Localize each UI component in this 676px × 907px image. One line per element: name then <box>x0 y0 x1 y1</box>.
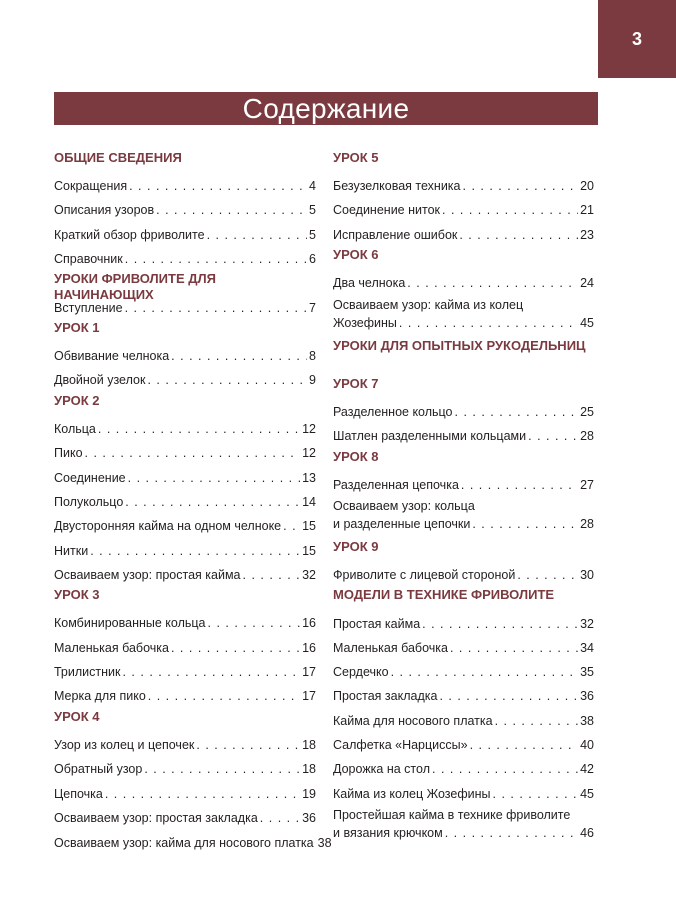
toc-entry <box>54 636 316 660</box>
toc-page-number: 27 <box>580 478 594 492</box>
toc-entry-title: Жозефины <box>333 316 397 330</box>
toc-entry <box>54 223 316 247</box>
toc-page-number: 34 <box>580 641 594 655</box>
toc-entry <box>54 441 316 465</box>
toc-entry-title: Обратный узор <box>54 762 143 776</box>
toc-leader-dots <box>439 684 578 708</box>
toc-leader-dots <box>391 660 579 684</box>
toc-entry <box>333 400 594 424</box>
toc-entry-title: Простая закладка <box>333 689 438 703</box>
toc-leader-dots <box>461 473 578 497</box>
toc-entry <box>54 831 332 855</box>
toc-entry-row <box>54 636 316 660</box>
toc-entry-row <box>54 247 316 271</box>
toc-page-number: 42 <box>580 762 594 776</box>
toc-page-number: 4 <box>309 179 316 193</box>
toc-entry-row <box>54 782 316 806</box>
toc-entry-row <box>333 223 594 247</box>
toc-leader-dots <box>455 400 579 424</box>
toc-entry-row <box>54 660 316 684</box>
toc-page-number: 38 <box>317 836 332 850</box>
page-number-tab <box>598 0 676 78</box>
toc-entry-row <box>54 466 316 490</box>
toc-leader-dots <box>207 223 307 247</box>
toc-page-number: 45 <box>580 316 594 330</box>
toc-entry-title: Простая кайма <box>333 617 421 631</box>
toc-entry <box>333 198 594 222</box>
toc-entry <box>54 733 316 757</box>
toc-entry <box>333 733 594 757</box>
toc-section-heading: ОБЩИЕ СВЕДЕНИЯ <box>54 150 182 165</box>
toc-entry-title-line1: Простейшая кайма в технике фриволите <box>333 808 571 822</box>
toc-page-number: 15 <box>302 544 316 558</box>
toc-entry-title: Комбинированные кольца <box>54 616 206 630</box>
toc-entry <box>333 660 594 684</box>
toc-leader-dots <box>528 424 578 448</box>
toc-section-heading: УРОК 1 <box>54 320 100 335</box>
toc-leader-dots <box>90 539 300 563</box>
toc-leader-dots <box>463 174 579 198</box>
toc-leader-dots <box>459 223 578 247</box>
toc-entry-row <box>54 539 316 563</box>
toc-entry <box>54 368 316 392</box>
toc-entry-title: Маленькая бабочка <box>54 641 169 655</box>
toc-leader-dots <box>144 757 300 781</box>
toc-leader-dots <box>422 612 578 636</box>
toc-section-heading: МОДЕЛИ В ТЕХНИКЕ ФРИВОЛИТЕ <box>333 587 555 602</box>
toc-entry-row <box>333 660 594 684</box>
toc-entry-row <box>54 174 316 198</box>
toc-entry-title: Справочник <box>54 252 123 266</box>
toc-section-heading: УРОК 3 <box>54 587 100 602</box>
toc-page-number: 5 <box>309 203 316 217</box>
toc-entry-title: Безузелковая техника <box>333 179 461 193</box>
toc-entry-row <box>333 757 594 781</box>
toc-entry-row <box>54 296 316 320</box>
toc-entry-title: Полукольцо <box>54 495 124 509</box>
toc-entry <box>54 344 316 368</box>
toc-entry-title: Кольца <box>54 422 96 436</box>
toc-page-number: 32 <box>302 568 316 582</box>
toc-entry-title: Цепочка <box>54 787 103 801</box>
toc-entry-row <box>333 824 594 842</box>
toc-entry-title: Трилистник <box>54 665 121 679</box>
toc-leader-dots <box>243 563 301 587</box>
toc-entry-row <box>333 684 594 708</box>
toc-entry-title-line1: Осваиваем узор: кольца <box>333 499 475 513</box>
toc-entry-row <box>333 782 594 806</box>
toc-entry-row <box>333 733 594 757</box>
toc-entry-row <box>333 198 594 222</box>
toc-entry <box>333 806 594 846</box>
toc-page-number: 12 <box>302 422 316 436</box>
toc-entry-row <box>333 424 594 448</box>
toc-entry-row <box>54 733 316 757</box>
toc-leader-dots <box>105 782 300 806</box>
toc-entry-row <box>333 473 594 497</box>
toc-page-number: 38 <box>580 714 594 728</box>
toc-entry <box>333 684 594 708</box>
toc-entry-row <box>333 515 594 533</box>
toc-leader-dots <box>432 757 578 781</box>
toc-page-number: 23 <box>580 228 594 242</box>
toc-page-number: 25 <box>580 405 594 419</box>
toc-entry-title: Осваиваем узор: кайма для носового платка <box>54 836 314 850</box>
toc-page-number: 45 <box>580 787 594 801</box>
toc-entry-row <box>54 611 316 635</box>
toc-entry-title: Осваиваем узор: простая кайма <box>54 568 241 582</box>
toc-section-heading: УРОК 8 <box>333 449 379 464</box>
toc-entry <box>54 782 316 806</box>
toc-section-heading: УРОК 9 <box>333 539 379 554</box>
toc-entry-row <box>54 514 316 538</box>
toc-page-number: 13 <box>302 471 316 485</box>
toc-page-number: 16 <box>302 616 316 630</box>
toc-section-heading: УРОКИ ДЛЯ ОПЫТНЫХ РУКОДЕЛЬНИЦ <box>333 338 586 353</box>
toc-entry-title: Кайма для носового платка <box>333 714 493 728</box>
toc-entry <box>54 684 316 708</box>
toc-page-number: 17 <box>302 689 316 703</box>
toc-page-number: 8 <box>309 349 316 363</box>
page-number: 3 <box>631 28 642 49</box>
toc-entry-title: Два челнока <box>333 276 406 290</box>
toc-section-heading: УРОК 7 <box>333 376 379 391</box>
toc-page-number: 18 <box>302 738 316 752</box>
toc-page-number: 16 <box>302 641 316 655</box>
toc-leader-dots <box>125 296 307 320</box>
toc-entry-title: Фриволите с лицевой стороной <box>333 568 516 582</box>
toc-section-heading: УРОК 2 <box>54 393 100 408</box>
toc-leader-dots <box>122 660 300 684</box>
toc-leader-dots <box>85 441 301 465</box>
toc-page-number: 18 <box>302 762 316 776</box>
toc-entry-title: Нитки <box>54 544 89 558</box>
toc-leader-dots <box>125 247 307 271</box>
toc-section-heading: УРОК 5 <box>333 150 379 165</box>
toc-leader-dots <box>148 684 300 708</box>
toc-entry <box>333 709 594 733</box>
toc-entry-title: Сердечко <box>333 665 389 679</box>
toc-entry-title: Дорожка на стол <box>333 762 430 776</box>
toc-entry-title: Двойной узелок <box>54 373 146 387</box>
toc-entry-row <box>333 174 594 198</box>
toc-page-number: 15 <box>302 519 316 533</box>
toc-page-number: 35 <box>580 665 594 679</box>
toc-entry-title: Соединение ниток <box>333 203 440 217</box>
toc-leader-dots <box>442 198 578 222</box>
toc-entry-row <box>54 806 316 830</box>
toc-entry <box>54 417 316 441</box>
toc-entry-row <box>333 563 594 587</box>
toc-page-number: 9 <box>309 373 316 387</box>
toc-page-number: 20 <box>580 179 594 193</box>
toc-page-number: 28 <box>580 429 594 443</box>
toc-entry <box>333 636 594 660</box>
toc-leader-dots <box>129 174 307 198</box>
toc-leader-dots <box>407 271 578 295</box>
toc-leader-dots <box>472 515 578 533</box>
page-title: Содержание <box>242 92 410 124</box>
toc-entry <box>54 539 316 563</box>
title-bar <box>54 92 598 125</box>
toc-leader-dots <box>125 490 300 514</box>
toc-entry-row <box>54 223 316 247</box>
toc-leader-dots <box>156 198 307 222</box>
toc-entry-row <box>54 831 332 855</box>
toc-entry <box>333 271 594 295</box>
toc-leader-dots <box>495 709 579 733</box>
toc-entry <box>333 473 594 497</box>
toc-entry-title: Салфетка «Нарциссы» <box>333 738 468 752</box>
toc-entry-title: и разделенные цепочки <box>333 517 471 531</box>
toc-leader-dots <box>470 733 579 757</box>
toc-entry <box>333 497 594 537</box>
toc-page-number: 5 <box>309 228 316 242</box>
toc-section-heading: УРОК 6 <box>333 247 379 262</box>
toc-entry <box>333 757 594 781</box>
toc-entry <box>54 247 316 271</box>
toc-entry-title: Осваиваем узор: простая закладка <box>54 811 258 825</box>
toc-entry <box>54 563 316 587</box>
toc-entry-row <box>333 400 594 424</box>
toc-page-number: 36 <box>580 689 594 703</box>
toc-entry <box>54 514 316 538</box>
toc-leader-dots <box>260 806 300 830</box>
toc-leader-dots <box>283 514 300 538</box>
toc-entry-row <box>54 417 316 441</box>
toc-section-heading: УРОК 4 <box>54 709 100 724</box>
toc-entry <box>54 490 316 514</box>
toc-page-number: 32 <box>580 617 594 631</box>
toc-page-number: 40 <box>580 738 594 752</box>
toc-entry-row <box>54 757 316 781</box>
toc-entry-title: Двусторонняя кайма на одном челноке <box>54 519 282 533</box>
toc-page-number: 14 <box>302 495 316 509</box>
toc-entry-row <box>333 314 594 332</box>
toc-entry-title-line1: Осваиваем узор: кайма из колец <box>333 298 524 312</box>
toc-entry-title: Исправление ошибок <box>333 228 458 242</box>
toc-entry-title: Мерка для пико <box>54 689 146 703</box>
toc-leader-dots <box>399 314 578 332</box>
toc-entry-title: Кайма из колец Жозефины <box>333 787 491 801</box>
toc-page-number: 28 <box>580 517 594 531</box>
toc-page-number: 46 <box>580 826 594 840</box>
toc-page-number: 7 <box>309 301 316 315</box>
toc-entry-title: Краткий обзор фриволите <box>54 228 205 242</box>
toc-page-number: 21 <box>580 203 594 217</box>
toc-leader-dots <box>171 344 307 368</box>
toc-entry-title: Разделенная цепочка <box>333 478 459 492</box>
toc-leader-dots <box>98 417 300 441</box>
toc-entry-row <box>54 490 316 514</box>
toc-page-number: 36 <box>302 811 316 825</box>
toc-entry <box>333 563 594 587</box>
toc-entry-title: Сокращения <box>54 179 128 193</box>
toc-leader-dots <box>196 733 300 757</box>
toc-entry <box>54 466 316 490</box>
toc-entry <box>54 757 316 781</box>
toc-page-number: 19 <box>302 787 316 801</box>
toc-page-number: 6 <box>309 252 316 266</box>
toc-entry-row <box>333 636 594 660</box>
toc-entry-title: и вязания крючком <box>333 826 443 840</box>
toc-entry-title: Шатлен разделенными кольцами <box>333 429 527 443</box>
toc-page-number: 17 <box>302 665 316 679</box>
toc-page-number: 24 <box>580 276 594 290</box>
toc-entry <box>54 296 316 320</box>
toc-entry-title: Описания узоров <box>54 203 155 217</box>
toc-entry <box>54 198 316 222</box>
toc-entry <box>333 424 594 448</box>
toc-entry <box>333 174 594 198</box>
toc-leader-dots <box>493 782 579 806</box>
toc-entry <box>54 611 316 635</box>
toc-leader-dots <box>128 466 300 490</box>
toc-entry-row <box>333 709 594 733</box>
toc-entry-title: Пико <box>54 446 83 460</box>
toc-leader-dots <box>208 611 301 635</box>
toc-entry-title: Обвивание челнока <box>54 349 170 363</box>
toc-entry-row <box>333 271 594 295</box>
toc-entry-row <box>54 441 316 465</box>
toc-leader-dots <box>445 824 578 842</box>
toc-entry-row <box>54 344 316 368</box>
toc-entry-title: Вступление <box>54 301 123 315</box>
toc-entry <box>333 223 594 247</box>
toc-entry <box>333 296 594 336</box>
toc-entry-row <box>54 684 316 708</box>
toc-page-number: 12 <box>302 446 316 460</box>
toc-entry <box>54 660 316 684</box>
toc-leader-dots <box>147 368 307 392</box>
toc-entry-title: Соединение <box>54 471 126 485</box>
toc-entry-title: Маленькая бабочка <box>333 641 448 655</box>
toc-entry <box>333 612 594 636</box>
toc-entry-row <box>54 368 316 392</box>
toc-section-heading: УРОКИ ФРИВОЛИТЕ ДЛЯ НАЧИНАЮЩИХ <box>54 271 216 302</box>
toc-entry <box>333 782 594 806</box>
toc-entry <box>54 806 316 830</box>
toc-leader-dots <box>517 563 578 587</box>
toc-entry-row <box>333 612 594 636</box>
toc-entry <box>54 174 316 198</box>
toc-entry-title: Узор из колец и цепочек <box>54 738 195 752</box>
toc-leader-dots <box>450 636 578 660</box>
toc-entry-row <box>54 563 316 587</box>
toc-page-number: 30 <box>580 568 594 582</box>
toc-entry-row <box>54 198 316 222</box>
toc-entry-title: Разделенное кольцо <box>333 405 453 419</box>
toc-leader-dots <box>171 636 300 660</box>
